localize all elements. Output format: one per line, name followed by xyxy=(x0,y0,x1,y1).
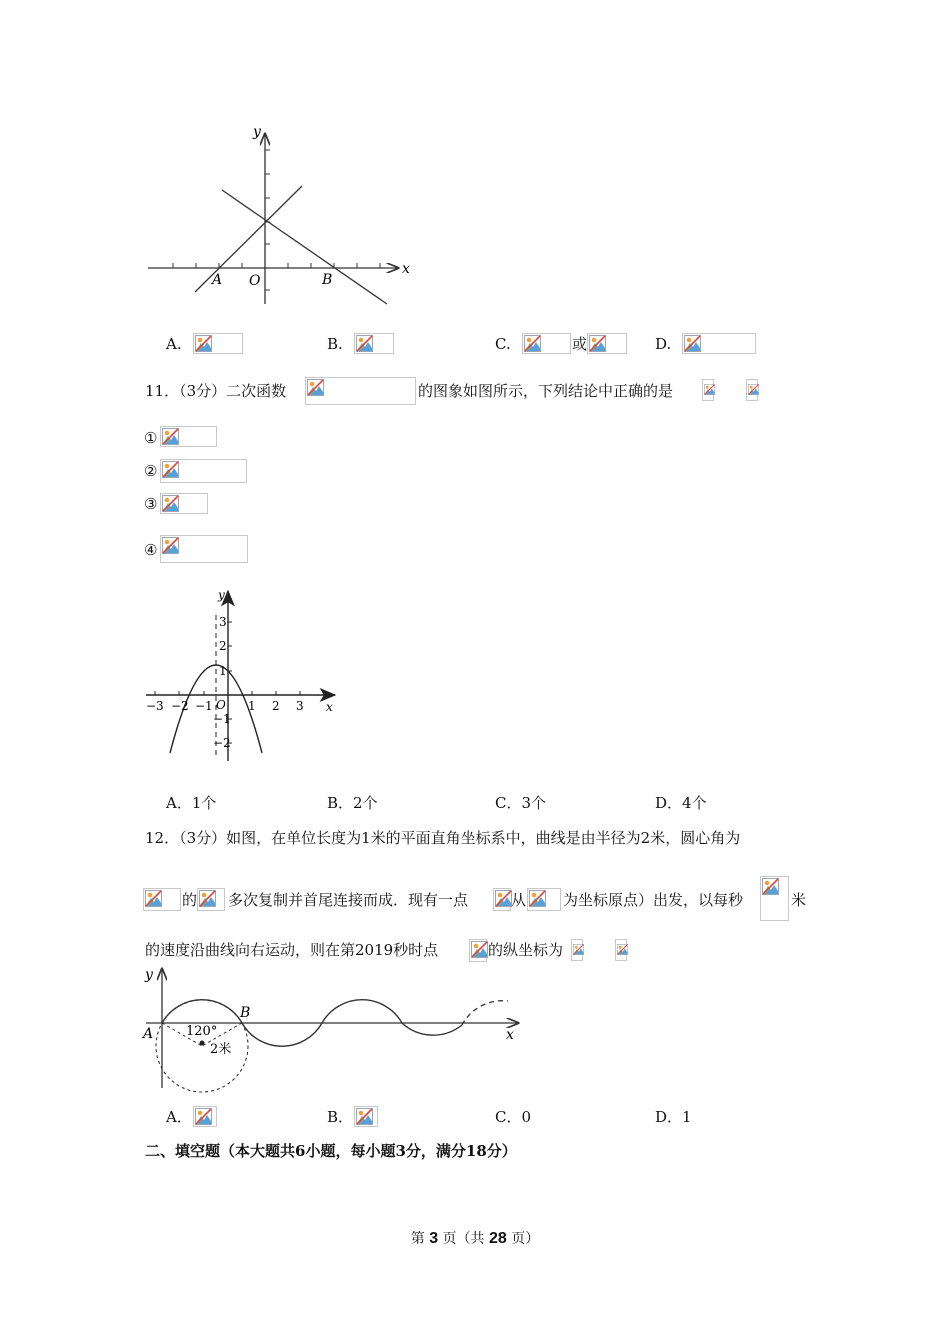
q12-answer-image-2[interactable] xyxy=(615,939,627,961)
q11-statement-4-mark: ④ xyxy=(144,541,158,559)
q11-stem-before: 二次函数 xyxy=(226,382,287,400)
broken-image-icon xyxy=(162,461,179,478)
q11-statement-2-image[interactable] xyxy=(160,459,247,483)
q10-option-a-label: A. xyxy=(166,335,182,353)
q10-option-c-label: C. xyxy=(495,335,511,353)
q12-line1-text: 如图，在单位长度为1米的平面直角坐标系中，曲线是由半径为2米，圆心角为 xyxy=(226,829,741,847)
footer-page-number: 3 xyxy=(429,1230,439,1247)
broken-image-icon xyxy=(356,335,373,352)
q11-number: 11． xyxy=(145,382,180,400)
q11-x-label: x xyxy=(326,700,333,714)
q11-y-tick: 2 xyxy=(219,639,227,653)
q11-option-c: C．3个 xyxy=(495,794,547,812)
broken-image-icon xyxy=(748,381,759,398)
broken-image-icon xyxy=(199,890,216,907)
q11-y-tick: −2 xyxy=(213,736,231,750)
q10-label-o: O xyxy=(249,273,261,289)
q12-label-a: A xyxy=(143,1026,154,1042)
q12-score: （3分） xyxy=(179,829,227,847)
broken-image-icon xyxy=(762,878,779,895)
q11-x-tick: −1 xyxy=(195,699,213,713)
q12-radius-label: 2米 xyxy=(210,1042,232,1057)
q12-option-b-image[interactable] xyxy=(354,1106,378,1127)
footer-suffix: 页） xyxy=(511,1231,540,1247)
q11-statement-4-image[interactable] xyxy=(160,535,248,563)
q10-option-d-image[interactable] xyxy=(682,333,756,354)
q10-option-a-image[interactable] xyxy=(193,333,243,354)
q11-y-tick: 1 xyxy=(219,664,227,678)
broken-image-icon xyxy=(307,379,324,396)
q11-parabola-graph xyxy=(140,585,350,770)
q10-x-label: x xyxy=(402,261,410,277)
q10-option-c-image-1[interactable] xyxy=(522,333,571,354)
q12-option-c: C．0 xyxy=(495,1108,532,1126)
q10-option-c-image-2[interactable] xyxy=(587,333,627,354)
broken-image-icon xyxy=(145,890,162,907)
q11-statement-3-image[interactable] xyxy=(160,493,208,514)
q12-text-mid: 多次复制并首尾连接而成．现有一点 xyxy=(228,891,469,909)
q11-function-image[interactable] xyxy=(305,377,416,405)
q12-text-de: 的 xyxy=(182,891,198,909)
q12-point-p-image[interactable] xyxy=(469,939,487,962)
broken-image-icon xyxy=(684,335,701,352)
broken-image-icon xyxy=(471,941,488,958)
q12-angle-label: 120° xyxy=(186,1024,218,1039)
q11-origin-label: O xyxy=(216,698,226,712)
q12-option-a-label: A． xyxy=(166,1108,192,1126)
q12-option-b-label: B． xyxy=(327,1108,354,1126)
q11-option-d: D．4个 xyxy=(655,794,707,812)
q12-option-a-image[interactable] xyxy=(193,1106,217,1127)
q10-label-a: A xyxy=(212,272,223,288)
q11-x-tick: −2 xyxy=(171,699,189,713)
q11-answer-image-1[interactable] xyxy=(702,379,714,401)
q10-option-b-label: B. xyxy=(327,335,343,353)
broken-image-icon xyxy=(529,890,546,907)
footer-prefix: 第 xyxy=(410,1231,425,1247)
q12-wave-graph xyxy=(140,963,530,1093)
broken-image-icon xyxy=(162,537,179,554)
q11-y-label: y xyxy=(218,588,225,602)
q11-statement-2-mark: ② xyxy=(144,462,158,480)
q11-option-b: B．2个 xyxy=(327,794,378,812)
q12-text-end: 为坐标原点）出发，以每秒 xyxy=(563,891,744,909)
q12-angle-image[interactable] xyxy=(143,888,181,911)
q10-option-d-label: D. xyxy=(655,335,672,353)
q11-stem xyxy=(145,381,286,401)
q11-option-a: A．1个 xyxy=(166,794,217,812)
broken-image-icon xyxy=(589,335,606,352)
broken-image-icon xyxy=(617,941,628,958)
q10-option-b-image[interactable] xyxy=(354,333,394,354)
q12-speed-image[interactable] xyxy=(760,876,789,921)
broken-image-icon xyxy=(495,890,512,907)
q11-y-tick: 3 xyxy=(219,615,227,629)
section-2-heading: 二、填空题（本大题共6小题，每小题3分，满分18分） xyxy=(145,1142,517,1160)
broken-image-icon xyxy=(162,428,179,445)
q12-option-d: D．1 xyxy=(655,1108,692,1126)
q11-y-tick: −1 xyxy=(213,712,231,726)
q12-arc-image[interactable] xyxy=(197,888,225,911)
broken-image-icon xyxy=(162,495,179,512)
broken-image-icon xyxy=(573,941,584,958)
q12-line3-b: 的纵坐标为 xyxy=(488,941,564,959)
q12-number: 12． xyxy=(145,829,180,847)
q11-statement-3-mark: ③ xyxy=(144,495,158,513)
q11-x-tick: 1 xyxy=(248,699,256,713)
q12-x-label: x xyxy=(506,1027,514,1043)
broken-image-icon xyxy=(195,335,212,352)
q11-answer-image-2[interactable] xyxy=(746,379,758,401)
page-footer xyxy=(0,1229,950,1249)
q11-statement-1-mark: ① xyxy=(144,429,158,447)
q12-text-cong: 从 xyxy=(511,891,527,909)
footer-middle: 页（共 xyxy=(442,1231,485,1247)
broken-image-icon xyxy=(524,335,541,352)
q10-option-c-or: 或 xyxy=(572,335,588,353)
q12-origin-image[interactable] xyxy=(527,888,561,911)
broken-image-icon xyxy=(704,381,715,398)
q11-stem-after: 的图象如图所示，下列结论中正确的是 xyxy=(418,382,674,400)
q12-line3-a: 的速度沿曲线向右运动，则在第2019秒时点 xyxy=(145,941,439,959)
footer-total-pages: 28 xyxy=(489,1230,507,1247)
q12-line-1 xyxy=(145,828,740,848)
q12-y-label: y xyxy=(145,967,153,983)
q10-y-label: y xyxy=(253,124,261,140)
q12-label-b: B xyxy=(240,1005,251,1021)
q10-label-b: B xyxy=(322,272,333,288)
q10-graph xyxy=(140,122,430,312)
q12-answer-image-1[interactable] xyxy=(571,939,583,961)
q11-score: （3分） xyxy=(179,382,227,400)
q11-x-tick: 2 xyxy=(272,699,280,713)
q12-text-mi: 米 xyxy=(791,891,807,909)
q12-point-image[interactable] xyxy=(493,888,511,911)
broken-image-icon xyxy=(195,1108,212,1125)
q11-x-tick: 3 xyxy=(296,699,304,713)
broken-image-icon xyxy=(356,1108,373,1125)
q11-x-tick: −3 xyxy=(146,699,164,713)
q11-statement-1-image[interactable] xyxy=(160,426,217,447)
